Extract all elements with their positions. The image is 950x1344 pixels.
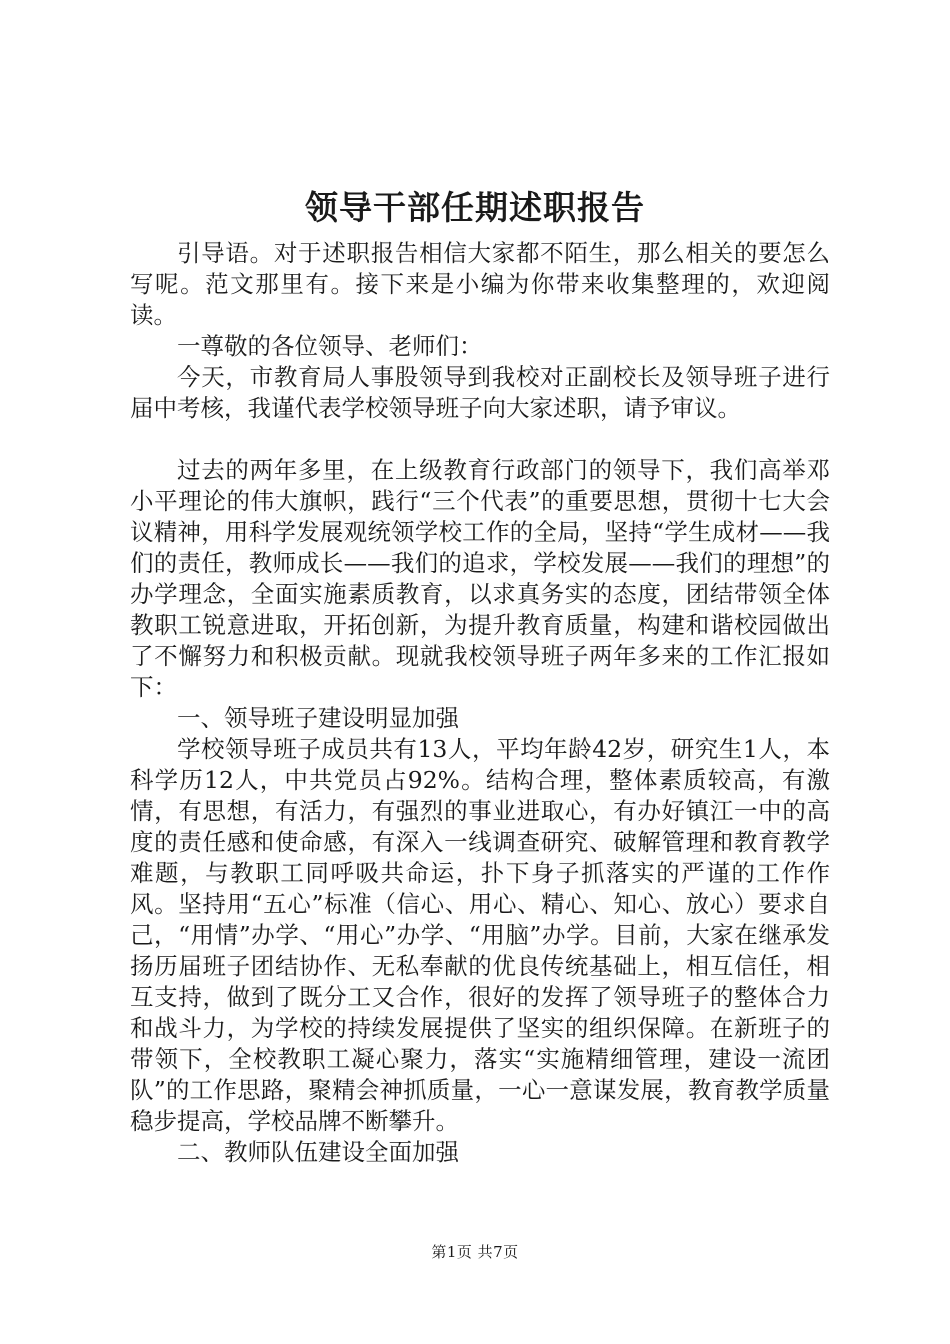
- section-heading-teachers: 二、教师队伍建设全面加强: [177, 1138, 459, 1166]
- leadership-paragraph: 学校领导班子成员共有13人，平均年龄42岁，研究生1人，本科学历12人，中共党员占92%。结构合理，整体素质较高，有激情，有思想，有活力，有强烈的事业进取心，有办好镇江一中的高度的责任感和使命感，有深入一线调查研究、破解管理和教育教学难题，与教职工同呼吸共命运，扑下身子抓落实的严谨的工作作风。坚持用“五心”标准（信心、用心、精心、知心、放心）要求自己，“用情”办学、“用心”办学、“用脑”办学。目前，大家在继承发扬历届班子团结协作、无私奉献的优良传统基础上，相互信任，相互支持，做到了既分工又合作，很好的发挥了领导班子的整体合力和战斗力，为学校的持续发展提供了坚实的组织保障。在新班子的带领下，全校教职工凝心聚力，落实“实施精细管理，建设一流团队”的工作思路，聚精会神抓质量，一心一意谋发展，教育教学质量稳步提高，学校品牌不断攀升。: [130, 735, 830, 1135]
- intro-paragraph: 引导语。对于述职报告相信大家都不陌生，那么相关的要怎么写呢。范文那里有。接下来是小编为你带来收集整理的，欢迎阅读。: [130, 239, 830, 329]
- section-heading-leadership: 一、领导班子建设明显加强: [177, 704, 459, 732]
- page-number-footer: 第1页 共7页: [431, 1243, 519, 1261]
- opening-paragraph: 今天，市教育局人事股领导到我校对正副校长及领导班子进行届中考核，我谨代表学校领导班子向大家述职，请予审议。: [130, 363, 830, 422]
- salutation-paragraph: 一尊敬的各位领导、老师们：: [177, 332, 483, 360]
- paragraph-spacer: [130, 424, 830, 455]
- document-body: [130, 238, 830, 1168]
- summary-paragraph: 过去的两年多里，在上级教育行政部门的领导下，我们高举邓小平理论的伟大旗帜，践行“三个代表”的重要思想，贯彻十七大会议精神，用科学发展观统领学校工作的全局，坚持“学生成材——我们的责任，教师成长——我们的追求，学校发展——我们的理想”的办学理念，全面实施素质教育，以求真务实的态度，团结带领全体教职工锐意进取，开拓创新，为提升教育质量，构建和谐校园做出了不懈努力和积极贡献。现就我校领导班子两年多来的工作汇报如下：: [130, 456, 830, 701]
- page-title: 领导干部任期述职报告: [305, 188, 645, 227]
